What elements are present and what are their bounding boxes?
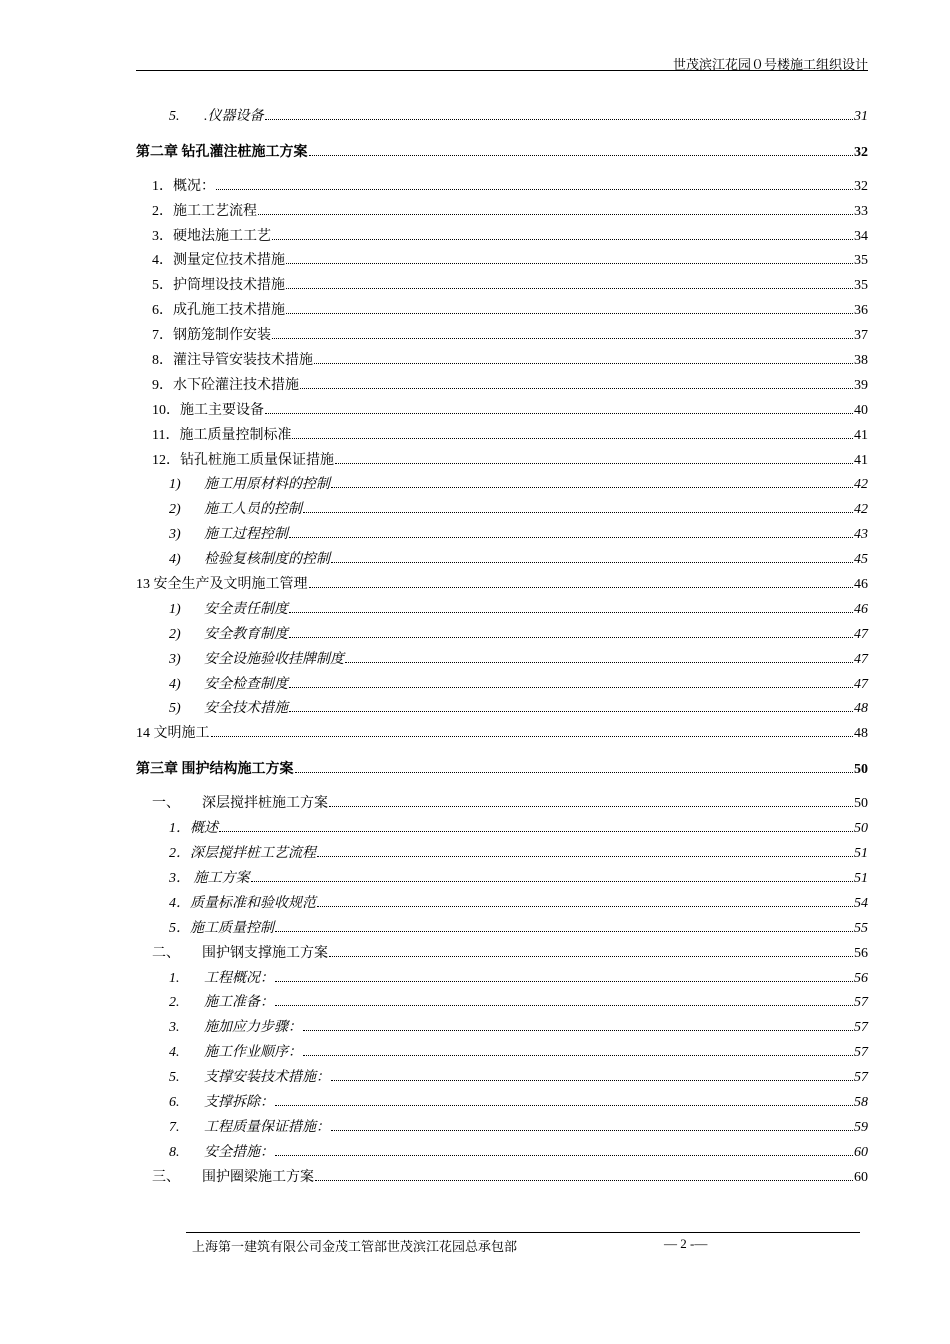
- toc-entry-text: 第二章 钻孔灌注桩施工方案: [136, 144, 308, 160]
- toc-page-number: 46: [854, 601, 868, 617]
- toc-entry[interactable]: [136, 419, 868, 444]
- toc-dot-leader: [265, 119, 854, 120]
- toc-dot-leader: [211, 736, 854, 737]
- toc-entry-text: 安全设施验收挂牌制度: [204, 651, 344, 667]
- toc-entry[interactable]: [136, 862, 868, 887]
- toc-page-number: 35: [854, 278, 868, 294]
- toc-dot-leader: [258, 214, 853, 215]
- toc-entry[interactable]: [136, 543, 868, 568]
- toc-entry[interactable]: [136, 887, 868, 912]
- toc-entry-label: [169, 623, 288, 643]
- toc-entry-text: 10．施工主要设备: [152, 402, 264, 418]
- toc-entry[interactable]: [136, 962, 868, 987]
- toc-page-number: 40: [854, 402, 868, 418]
- toc-entry-label: [169, 1141, 274, 1161]
- table-of-contents: [136, 100, 868, 1186]
- toc-entry[interactable]: [136, 717, 868, 742]
- toc-dot-leader: [331, 562, 853, 563]
- toc-page-number: 36: [854, 303, 868, 319]
- toc-entry[interactable]: [136, 1036, 868, 1061]
- toc-page-number: 48: [854, 701, 868, 717]
- toc-page-number: 50: [854, 762, 868, 778]
- toc-entry-text: 11．施工质量控制标准: [152, 427, 292, 443]
- toc-dot-leader: [289, 537, 853, 538]
- toc-chapter[interactable]: [136, 134, 868, 161]
- toc-entry[interactable]: [136, 294, 868, 319]
- toc-dot-leader: [331, 1130, 853, 1131]
- toc-entry-text: 13 安全生产及文明施工管理: [136, 577, 308, 593]
- toc-entry-label: [169, 673, 288, 693]
- toc-entry[interactable]: [136, 220, 868, 245]
- toc-entry[interactable]: [136, 618, 868, 643]
- toc-page-number: 48: [854, 726, 868, 742]
- toc-entry-number: 三、: [152, 1169, 180, 1185]
- toc-entry-text: 施工作业顺序：: [204, 1045, 302, 1061]
- toc-dot-leader: [331, 1080, 853, 1081]
- toc-entry-text: 3． 施工方案: [169, 870, 250, 886]
- toc-entry[interactable]: [136, 319, 868, 344]
- toc-page-number: 47: [854, 676, 868, 692]
- toc-entry-text: 9．水下砼灌注技术措施: [152, 377, 299, 393]
- toc-entry-label: [169, 1016, 302, 1036]
- footer-page-number: — 2 -—: [664, 1236, 708, 1251]
- toc-dot-leader: [289, 612, 853, 613]
- toc-entry-text: 2．施工工艺流程: [152, 203, 257, 219]
- toc-dot-leader: [272, 338, 853, 339]
- toc-entry-label: [169, 1091, 274, 1111]
- toc-entry-text: 4．质量标准和验收规范: [169, 895, 316, 911]
- toc-entry[interactable]: [136, 100, 868, 125]
- toc-entry[interactable]: [136, 1011, 868, 1036]
- toc-page-number: 51: [854, 870, 868, 886]
- toc-entry-text: 施工准备：: [204, 995, 274, 1011]
- toc-entry-label: [169, 991, 274, 1011]
- toc-entry-text: 5．施工质量控制: [169, 920, 274, 936]
- toc-entry-label: [169, 967, 274, 987]
- toc-entry-text: 安全检查制度: [204, 676, 288, 692]
- toc-entry[interactable]: [136, 693, 868, 718]
- toc-page-number: 31: [854, 108, 868, 124]
- toc-entry-label: [152, 175, 215, 195]
- toc-dot-leader: [275, 981, 853, 982]
- toc-entry-text: 5．护筒埋设技术措施: [152, 278, 285, 294]
- toc-entry-number: 5): [169, 701, 181, 717]
- toc-entry-label: [169, 1041, 302, 1061]
- toc-dot-leader: [275, 1105, 853, 1106]
- toc-page-number: 56: [854, 970, 868, 986]
- toc-entry-label: [152, 942, 328, 962]
- toc-entry[interactable]: [136, 1136, 868, 1161]
- toc-entry-text: 安全措施：: [204, 1144, 274, 1160]
- toc-entry[interactable]: [136, 668, 868, 693]
- toc-entry[interactable]: [136, 568, 868, 593]
- toc-entry-text: 安全技术措施: [204, 701, 288, 717]
- toc-entry[interactable]: [136, 837, 868, 862]
- toc-dot-leader: [275, 1155, 853, 1156]
- toc-entry-number: 3): [169, 527, 181, 543]
- toc-dot-leader: [289, 637, 853, 638]
- toc-entry[interactable]: [136, 1111, 868, 1136]
- toc-entry-label: [169, 1066, 330, 1086]
- toc-entry[interactable]: [136, 344, 868, 369]
- toc-entry-text: 1．概述: [169, 821, 218, 837]
- toc-page-number: 34: [854, 228, 868, 244]
- toc-entry-label: [152, 424, 291, 444]
- toc-entry-number: 6.: [169, 1094, 180, 1110]
- toc-dot-leader: [303, 1030, 853, 1031]
- toc-page-number: 41: [854, 452, 868, 468]
- toc-entry-label: [169, 473, 330, 493]
- toc-entry-label: [152, 792, 328, 812]
- toc-entry-text: 工程质量保证措施：: [204, 1119, 330, 1135]
- toc-chapter[interactable]: [136, 751, 868, 778]
- toc-entry-label: [152, 449, 334, 469]
- toc-entry-number: 4.: [169, 1045, 180, 1061]
- toc-page-number: 60: [854, 1169, 868, 1185]
- toc-entry[interactable]: [136, 493, 868, 518]
- toc-entry-label: [169, 892, 316, 912]
- toc-dot-leader: [292, 438, 853, 439]
- toc-entry-text: 支撑拆除：: [204, 1094, 274, 1110]
- toc-dot-leader: [272, 239, 853, 240]
- toc-page-number: 55: [854, 920, 868, 936]
- toc-page-number: 57: [854, 1045, 868, 1061]
- toc-dot-leader: [216, 189, 853, 190]
- toc-entry[interactable]: [136, 937, 868, 962]
- toc-page-number: 35: [854, 253, 868, 269]
- toc-entry[interactable]: [136, 195, 868, 220]
- toc-entry[interactable]: [136, 170, 868, 195]
- toc-entry[interactable]: [136, 912, 868, 937]
- toc-page-number: 32: [854, 144, 868, 160]
- toc-page-number: 50: [854, 821, 868, 837]
- toc-dot-leader: [329, 956, 853, 957]
- toc-entry-text: 围护钢支撑施工方案: [202, 945, 328, 961]
- toc-dot-leader: [289, 711, 853, 712]
- toc-entry-text: 施工用原材料的控制: [204, 477, 330, 493]
- toc-entry-number: 1): [169, 601, 181, 617]
- toc-dot-leader: [251, 881, 854, 882]
- toc-entry-text: 4．测量定位技术措施: [152, 253, 285, 269]
- toc-entry[interactable]: [136, 394, 868, 419]
- toc-entry-text: 7．钢筋笼制作安装: [152, 328, 271, 344]
- toc-page-number: 41: [854, 427, 868, 443]
- toc-entry-label: [169, 867, 250, 887]
- toc-page-number: 42: [854, 502, 868, 518]
- toc-entry-number: 3.: [169, 1020, 180, 1036]
- toc-page-number: 51: [854, 846, 868, 862]
- toc-entry-label: [152, 324, 271, 344]
- toc-entry-label: [136, 722, 210, 742]
- toc-page-number: 58: [854, 1094, 868, 1110]
- page-header-title: 世茂滨江花园０号楼施工组织设计: [672, 57, 868, 72]
- toc-entry-number: 7.: [169, 1119, 180, 1135]
- toc-entry-text: 支撑安装技术措施：: [204, 1070, 330, 1086]
- toc-entry-label: [152, 299, 285, 319]
- toc-entry-text: 施加应力步骤：: [204, 1020, 302, 1036]
- toc-dot-leader: [315, 1180, 853, 1181]
- toc-page-number: 59: [854, 1119, 868, 1135]
- toc-entry-text: 安全教育制度: [204, 626, 288, 642]
- toc-dot-leader: [317, 856, 853, 857]
- toc-dot-leader: [275, 931, 853, 932]
- toc-entry[interactable]: [136, 1161, 868, 1186]
- toc-entry-text: 工程概况：: [204, 970, 274, 986]
- toc-entry-label: [169, 917, 274, 937]
- toc-entry-label: [169, 697, 288, 717]
- toc-dot-leader: [265, 413, 853, 414]
- toc-entry[interactable]: [136, 469, 868, 494]
- toc-entry[interactable]: [136, 518, 868, 543]
- toc-entry-number: 一、: [152, 796, 180, 812]
- toc-entry-label: [169, 523, 288, 543]
- toc-entry-label: [169, 105, 264, 125]
- toc-entry-text: 第三章 围护结构施工方案: [136, 762, 294, 778]
- toc-dot-leader: [314, 363, 853, 364]
- toc-dot-leader: [335, 463, 853, 464]
- toc-entry-label: [136, 141, 308, 161]
- toc-page-number: 47: [854, 651, 868, 667]
- toc-entry-text: 8．灌注导管安装技术措施: [152, 353, 313, 369]
- toc-page-number: 56: [854, 945, 868, 961]
- toc-page-number: 45: [854, 552, 868, 568]
- toc-entry-text: 12．钻孔桩施工质量保证措施: [152, 452, 334, 468]
- toc-entry-text: 6．成孔施工技术措施: [152, 303, 285, 319]
- toc-page-number: 50: [854, 796, 868, 812]
- toc-entry-label: [169, 817, 218, 837]
- toc-entry-text: 3．硬地法施工工艺: [152, 228, 271, 244]
- toc-page-number: 33: [854, 203, 868, 219]
- toc-dot-leader: [295, 772, 854, 773]
- toc-dot-leader: [317, 906, 853, 907]
- toc-page-number: 57: [854, 1070, 868, 1086]
- toc-dot-leader: [300, 388, 853, 389]
- toc-entry-number: 8.: [169, 1144, 180, 1160]
- toc-page-number: 37: [854, 328, 868, 344]
- toc-page-number: 42: [854, 477, 868, 493]
- toc-dot-leader: [329, 806, 853, 807]
- footer-rule: [186, 1232, 860, 1233]
- toc-dot-leader: [286, 263, 853, 264]
- toc-entry-text: .仪器设备: [204, 108, 264, 124]
- toc-dot-leader: [275, 1005, 853, 1006]
- toc-page-number: 57: [854, 995, 868, 1011]
- toc-dot-leader: [303, 1055, 853, 1056]
- toc-entry-label: [152, 1166, 314, 1186]
- toc-dot-leader: [286, 313, 853, 314]
- toc-entry-label: [169, 1116, 330, 1136]
- toc-dot-leader: [345, 662, 853, 663]
- toc-entry-text: 安全责任制度: [204, 601, 288, 617]
- toc-entry-label: [152, 274, 285, 294]
- toc-entry[interactable]: [136, 593, 868, 618]
- toc-entry-number: 1.: [169, 970, 180, 986]
- toc-entry-number: 3): [169, 651, 181, 667]
- toc-page-number: 46: [854, 577, 868, 593]
- toc-entry[interactable]: [136, 369, 868, 394]
- toc-dot-leader: [303, 512, 853, 513]
- toc-page-number: 39: [854, 377, 868, 393]
- toc-page-number: 60: [854, 1144, 868, 1160]
- toc-entry[interactable]: [136, 1061, 868, 1086]
- toc-entry-label: [169, 498, 302, 518]
- toc-entry-label: [136, 758, 294, 778]
- toc-page-number: 47: [854, 626, 868, 642]
- toc-entry-number: 5.: [169, 108, 180, 124]
- toc-page-number: 38: [854, 353, 868, 369]
- toc-entry[interactable]: [136, 269, 868, 294]
- toc-entry-number: 2): [169, 626, 181, 642]
- toc-entry-text: 1．概况：: [152, 178, 215, 194]
- toc-entry-label: [169, 842, 316, 862]
- toc-entry-label: [152, 200, 257, 220]
- toc-entry-label: [169, 598, 288, 618]
- toc-entry[interactable]: [136, 787, 868, 812]
- toc-entry-number: 1): [169, 477, 181, 493]
- toc-entry-label: [169, 648, 344, 668]
- toc-entry[interactable]: [136, 444, 868, 469]
- toc-entry-label: [152, 374, 299, 394]
- toc-entry-number: 4): [169, 676, 181, 692]
- toc-page-number: 54: [854, 895, 868, 911]
- toc-dot-leader: [286, 288, 853, 289]
- toc-entry-label: [152, 225, 271, 245]
- toc-entry-text: 围护圈梁施工方案: [202, 1169, 314, 1185]
- toc-entry-number: 4): [169, 552, 181, 568]
- toc-entry-text: 深层搅拌桩施工方案: [202, 796, 328, 812]
- toc-dot-leader: [309, 587, 854, 588]
- footer-company: 上海第一建筑有限公司金茂工管部世茂滨江花园总承包部: [192, 1239, 518, 1254]
- toc-entry[interactable]: [136, 643, 868, 668]
- toc-entry[interactable]: [136, 245, 868, 270]
- toc-page-number: 32: [854, 178, 868, 194]
- toc-entry-number: 2): [169, 502, 181, 518]
- toc-page-number: 43: [854, 527, 868, 543]
- toc-dot-leader: [219, 831, 853, 832]
- toc-dot-leader: [309, 155, 854, 156]
- toc-dot-leader: [289, 687, 853, 688]
- toc-entry-text: 14 文明施工: [136, 726, 210, 742]
- toc-dot-leader: [331, 487, 853, 488]
- toc-entry-label: [152, 249, 285, 269]
- toc-entry-label: [152, 349, 313, 369]
- toc-entry-number: 5.: [169, 1070, 180, 1086]
- toc-entry-label: [152, 399, 264, 419]
- toc-entry-text: 检验复核制度的控制: [204, 552, 330, 568]
- toc-entry-label: [169, 548, 330, 568]
- toc-entry[interactable]: [136, 1086, 868, 1111]
- toc-entry[interactable]: [136, 812, 868, 837]
- toc-entry-label: [136, 573, 308, 593]
- toc-entry[interactable]: [136, 987, 868, 1012]
- toc-entry-text: 2．深层搅拌桩工艺流程: [169, 846, 316, 862]
- toc-entry-number: 2.: [169, 995, 180, 1011]
- header-rule: [136, 70, 868, 71]
- toc-entry-text: 施工人员的控制: [204, 502, 302, 518]
- toc-entry-text: 施工过程控制: [204, 527, 288, 543]
- toc-page-number: 57: [854, 1020, 868, 1036]
- toc-entry-number: 二、: [152, 945, 180, 961]
